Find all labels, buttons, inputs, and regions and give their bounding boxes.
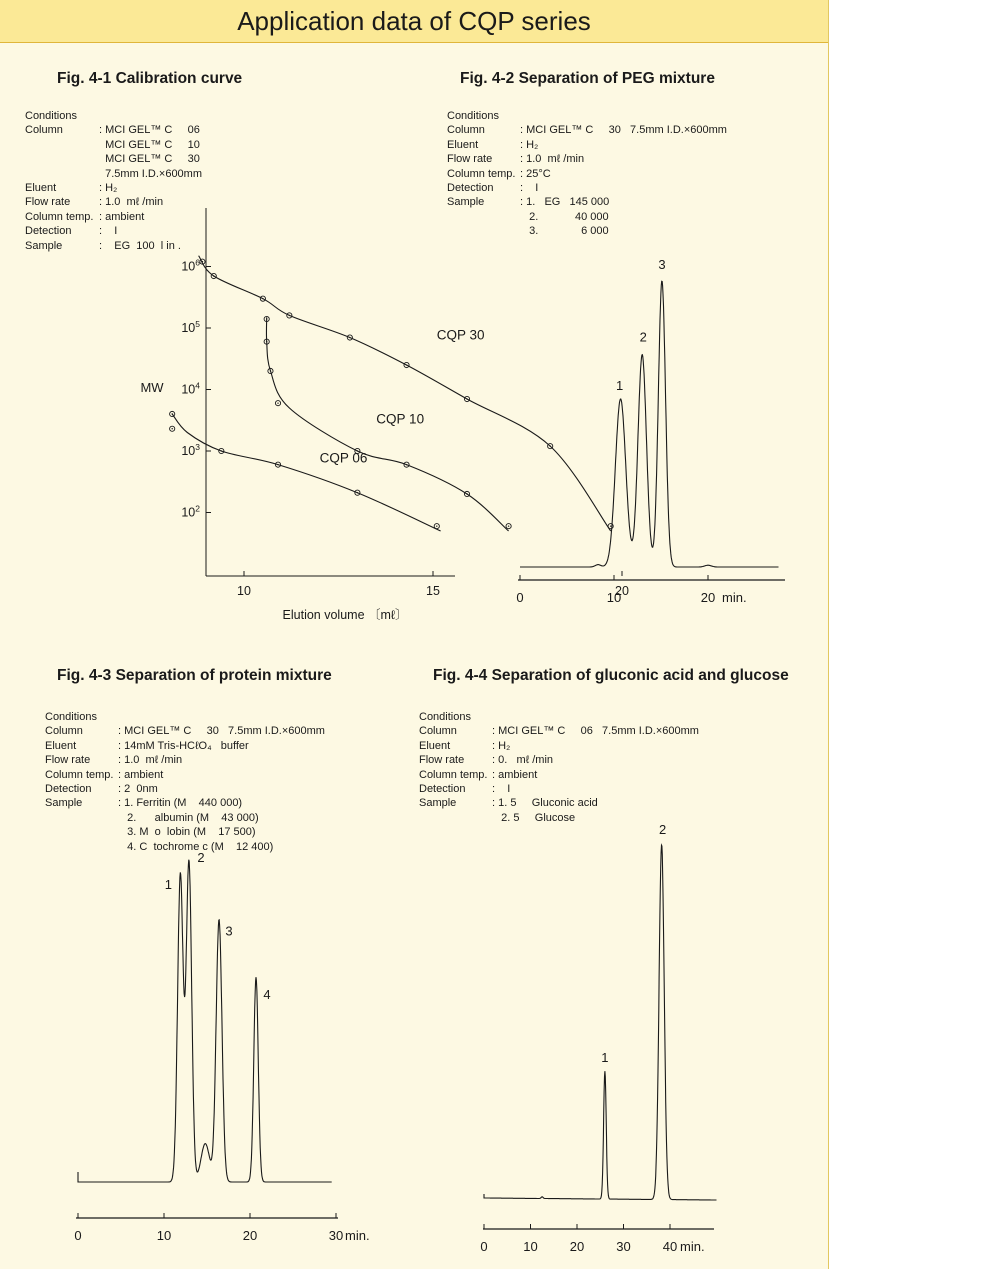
gluconic-chromatogram (480, 822, 716, 1254)
condition-key: Eluent (25, 182, 57, 195)
series-label: CQP 30 (436, 327, 485, 343)
time-tick-label: 10 (523, 1239, 538, 1254)
condition-key: Column (419, 725, 457, 738)
peak-label: 3 (225, 923, 233, 939)
x-axis-label: Elution volume 〔mℓ〕 (282, 608, 408, 622)
time-tick-label: 10 (606, 590, 622, 605)
conditions-label: Conditions (447, 110, 499, 122)
condition-key: Detection (25, 225, 72, 238)
condition-value: : H₂ (492, 739, 511, 752)
time-unit-label: min. (345, 1228, 370, 1243)
condition-value: 3. 6 000 (520, 225, 609, 238)
peak-label: 2 (197, 850, 205, 865)
condition-value: : ambient (99, 210, 145, 223)
condition-key: Column (447, 124, 485, 137)
time-tick-label: 20 (242, 1228, 258, 1243)
fig4-title: Fig. 4-4 Separation of gluconic acid and glucose (433, 667, 789, 684)
condition-value: 2. albumin (M 43 000) (118, 811, 259, 824)
time-tick-label: 10 (156, 1228, 172, 1243)
condition-value: 2. 5 Glucose (492, 811, 576, 824)
peg-chromatogram (516, 257, 785, 605)
time-tick-label: 30 (616, 1239, 631, 1254)
data-point-center (262, 298, 263, 299)
data-point-center (406, 364, 407, 365)
time-tick-label: 0 (74, 1228, 82, 1243)
condition-key: Column temp. (45, 768, 114, 781)
condition-value: : 1.0 mℓ /min (520, 153, 585, 166)
chromatogram-trace (78, 860, 332, 1182)
condition-key: Flow rate (419, 754, 465, 767)
condition-value: : 25°C (520, 167, 551, 180)
time-tick-label: 0 (516, 590, 524, 605)
time-unit-label: min. (722, 590, 747, 605)
condition-value: : MCI GEL™ C 30 7.5mm I.D.×600mm (520, 124, 727, 137)
data-point-center (349, 337, 350, 338)
condition-value: : I (492, 783, 511, 796)
data-point-center (171, 413, 172, 414)
data-point-center (466, 493, 467, 494)
condition-key: Column temp. (419, 768, 488, 781)
condition-value: : 0. mℓ /min (492, 754, 554, 767)
condition-value: : 2 0nm (118, 783, 158, 796)
condition-value: MCI GEL™ C 30 (99, 153, 200, 166)
y-axis-label: MW (140, 380, 164, 395)
condition-key: Sample (25, 239, 63, 252)
x-tick-label: 10 (237, 584, 251, 598)
data-point-center (277, 402, 278, 403)
peak-label: 2 (639, 329, 647, 345)
data-point-center (466, 398, 467, 399)
condition-value: : MCI GEL™ C 06 7.5mm I.D.×600mm (492, 725, 699, 738)
time-tick-label: 0 (480, 1239, 488, 1254)
page-title: Application data of CQP series (237, 6, 591, 36)
condition-value: : I (99, 225, 118, 238)
time-tick-label: 20 (700, 590, 716, 605)
data-point-center (436, 525, 437, 526)
condition-key: Flow rate (45, 754, 91, 767)
data-point-center (213, 275, 214, 276)
y-tick-label: $10^3$ (181, 442, 200, 458)
condition-value: 2. 40 000 (520, 210, 609, 223)
condition-key: Column temp. (25, 210, 94, 223)
data-point-center (406, 464, 407, 465)
y-tick-label: $10^4$ (181, 380, 200, 397)
series-label: CQP 10 (376, 411, 425, 427)
condition-value: : 1. 5 Gluconic acid (492, 797, 598, 810)
y-tick-label: $10^2$ (181, 503, 200, 520)
time-unit-label: min. (680, 1239, 705, 1254)
data-point-center (277, 464, 278, 465)
data-point-center (289, 315, 290, 316)
data-point-center (357, 492, 358, 493)
data-point-center (270, 370, 271, 371)
condition-key: Detection (419, 783, 466, 796)
y-tick-label: $10^6$ (181, 257, 200, 274)
peak-label: 2 (659, 822, 667, 837)
condition-value: : ambient (118, 768, 164, 781)
condition-value: 7.5mm I.D.×600mm (99, 167, 203, 180)
peak-label: 1 (164, 876, 172, 892)
peak-label: 4 (263, 987, 271, 1003)
condition-key: Eluent (447, 138, 479, 151)
condition-value: : H₂ (520, 138, 539, 151)
data-point-center (221, 450, 222, 451)
condition-value: : MCI GEL™ C 30 7.5mm I.D.×600mm (118, 725, 325, 738)
fig3-title: Fig. 4-3 Separation of protein mixture (57, 667, 332, 684)
condition-value: 3. M o lobin (M 17 500) (118, 826, 256, 839)
calibration-chart (140, 208, 629, 622)
condition-key: Eluent (419, 739, 451, 752)
time-tick-label: 40 (662, 1239, 678, 1254)
peak-label: 1 (601, 1050, 609, 1066)
data-point-center (549, 445, 550, 446)
x-tick-label: 15 (426, 584, 440, 598)
condition-key: Flow rate (25, 196, 71, 209)
condition-key: Sample (45, 797, 83, 810)
conditions-label: Conditions (45, 711, 97, 723)
time-tick-label: 20 (569, 1239, 585, 1254)
data-point-center (610, 525, 611, 526)
condition-key: Flow rate (447, 153, 493, 166)
chromatogram-trace (520, 281, 779, 567)
condition-value: 4. C tochrome c (M 12 400) (118, 840, 274, 853)
condition-key: Sample (419, 797, 457, 810)
data-point-center (266, 318, 267, 319)
x-tick-label: 20 (615, 584, 629, 598)
condition-value: : 1.0 mℓ /min (118, 754, 183, 767)
condition-key: Sample (447, 196, 485, 209)
data-point-center (171, 428, 172, 429)
y-tick-label: $10^5$ (181, 319, 200, 335)
peak-label: 1 (615, 377, 624, 393)
data-point-center (202, 261, 203, 262)
protein-chromatogram (74, 850, 369, 1243)
conditions-label: Conditions (25, 110, 77, 122)
condition-key: Column (45, 725, 83, 738)
condition-key: Eluent (45, 739, 77, 752)
condition-value: : I (520, 182, 539, 195)
condition-value: : 1.0 mℓ /min (99, 196, 164, 209)
condition-value: : 1. EG 145 000 (520, 196, 610, 209)
peak-label: 3 (658, 256, 666, 272)
conditions-label: Conditions (419, 711, 471, 723)
condition-key: Column (25, 124, 63, 137)
condition-key: Detection (447, 182, 494, 195)
condition-value: : EG 100 l in . (99, 239, 181, 252)
series-label: CQP 06 (319, 450, 368, 466)
data-point-center (266, 341, 267, 342)
series-curve (172, 414, 440, 531)
condition-key: Detection (45, 783, 92, 796)
fig1-title: Fig. 4-1 Calibration curve (57, 70, 243, 87)
condition-value: : 1. Ferritin (M 440 000) (118, 797, 243, 810)
condition-value: MCI GEL™ C 10 (99, 138, 200, 151)
condition-value: : 14mM Tris-HCℓO₄ buffer (118, 739, 249, 752)
data-point-center (508, 525, 509, 526)
condition-value: : ambient (492, 768, 538, 781)
condition-key: Column temp. (447, 167, 516, 180)
condition-value: : MCI GEL™ C 06 (99, 124, 200, 137)
chromatogram-trace (484, 845, 717, 1200)
condition-value: : H₂ (99, 182, 118, 195)
time-tick-label: 30 (328, 1228, 344, 1243)
fig2-title: Fig. 4-2 Separation of PEG mixture (460, 70, 715, 87)
